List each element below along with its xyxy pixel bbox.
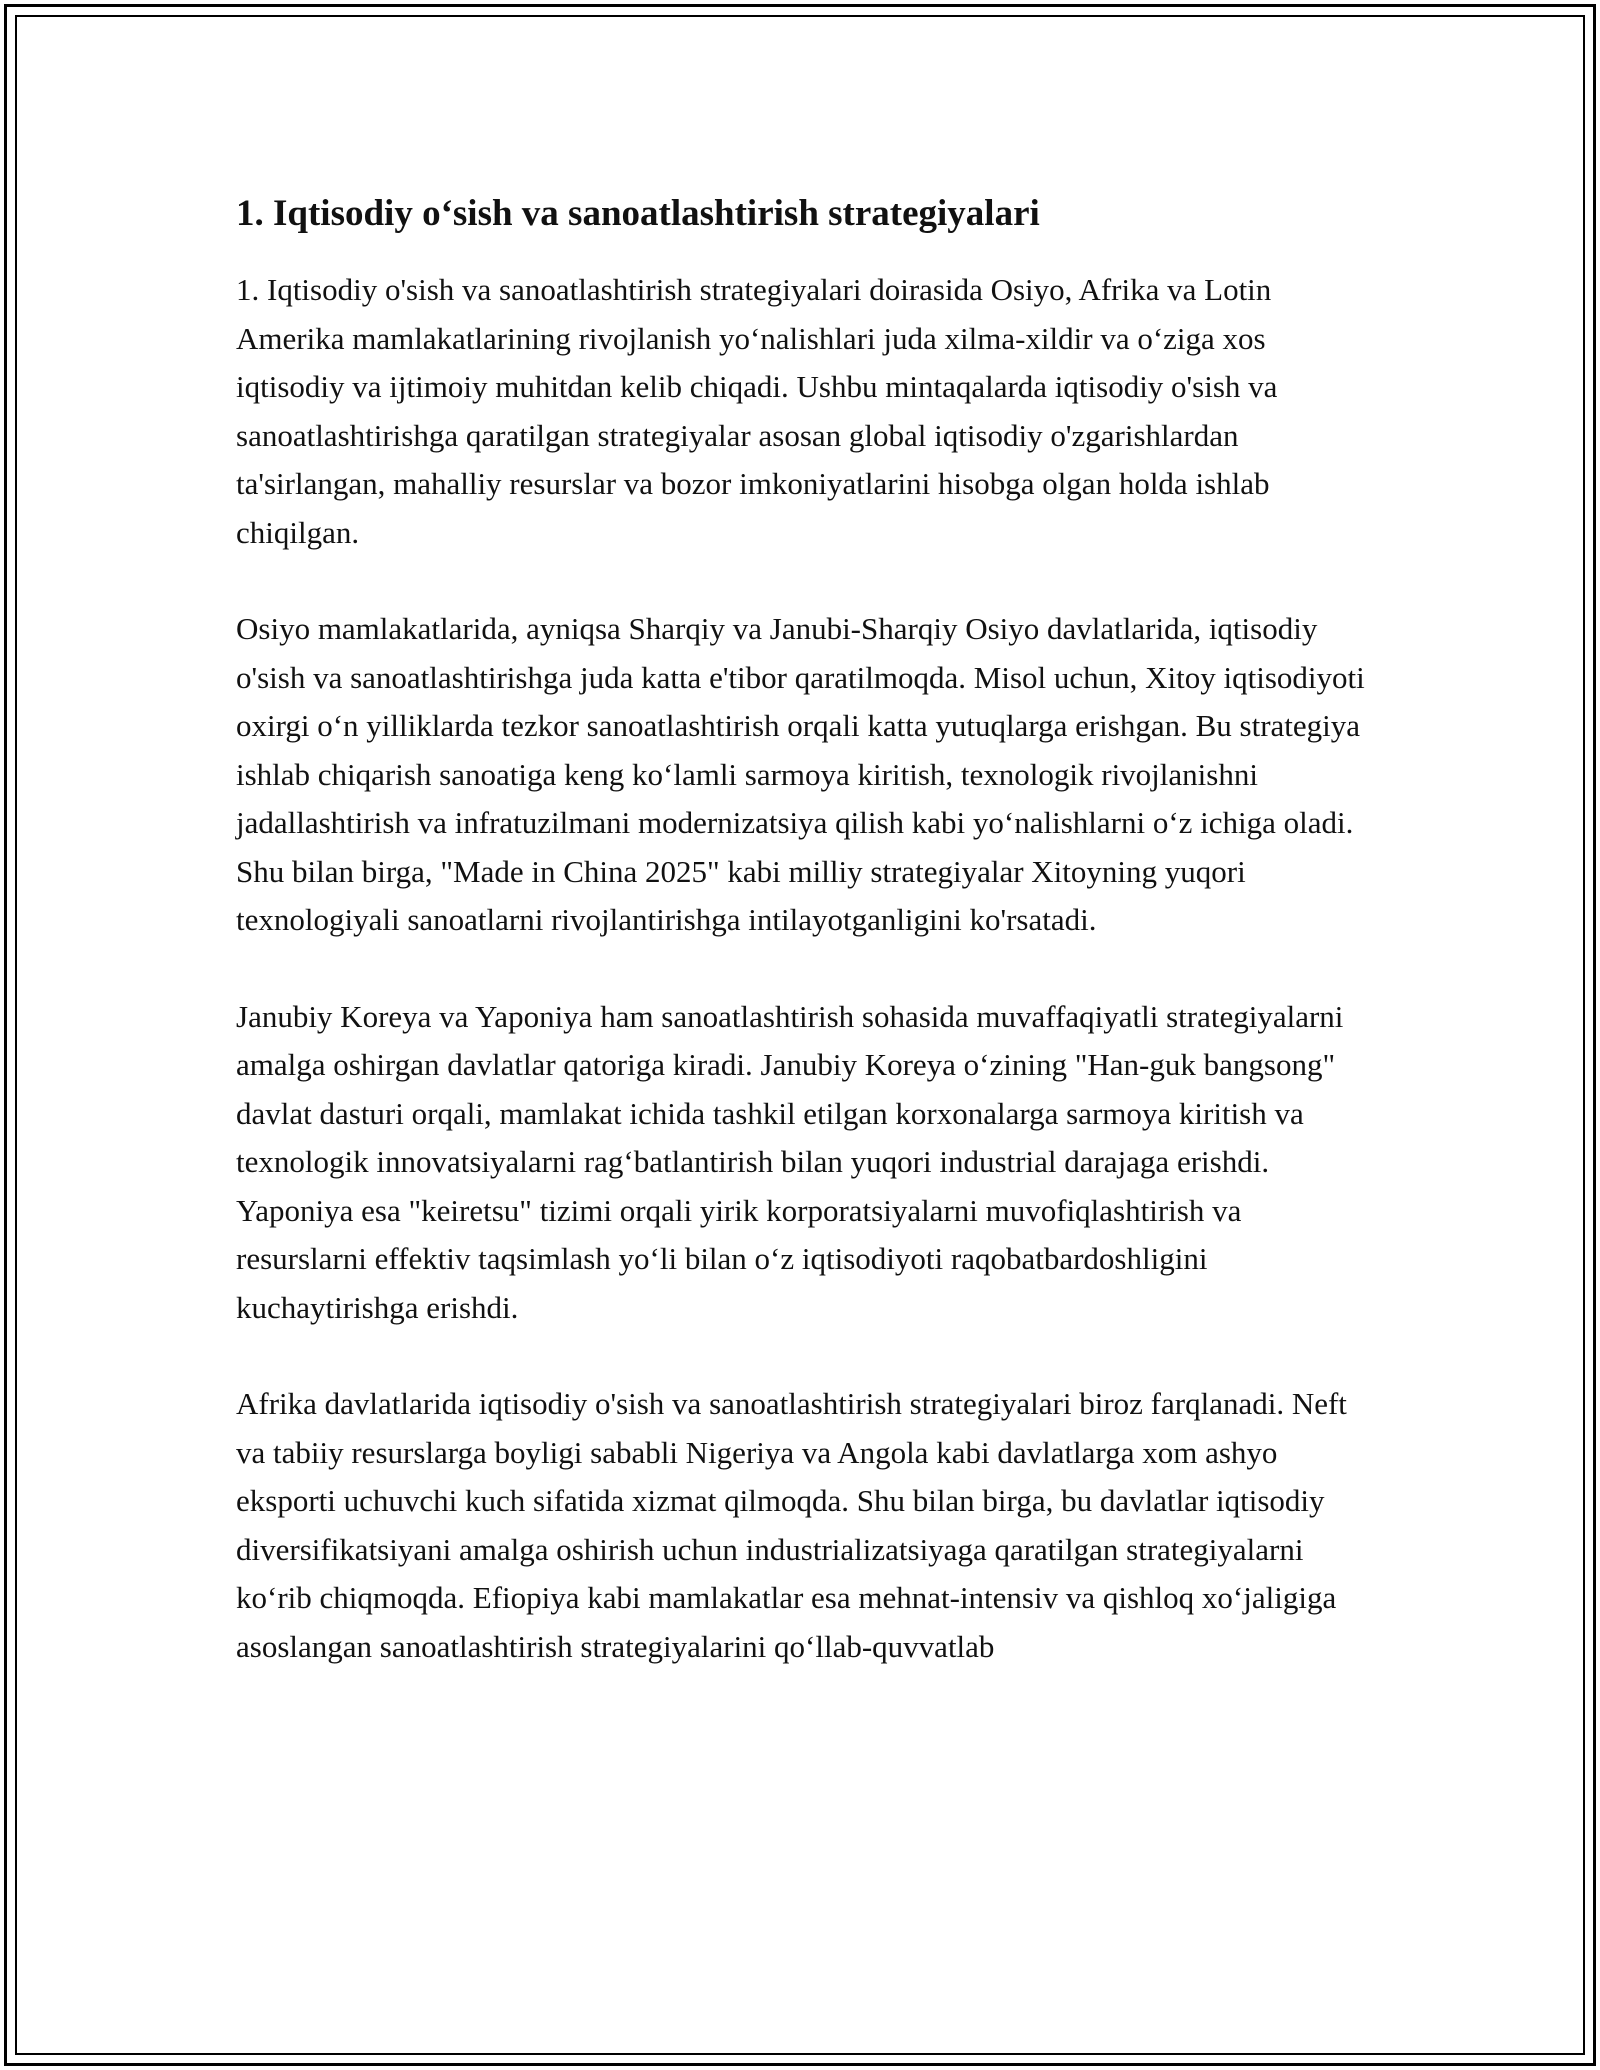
document-body xyxy=(236,188,1376,1671)
section-title: 1. Iqtisodiy o‘sish va sanoatlashtirish strategiyalari xyxy=(236,193,1040,234)
paragraph-korea-japan: Janubiy Koreya va Yaponiya ham sanoatlashtirish sohasida muvaffaqiyatli strategiyalarni amalga oshirgan davlatlar qatoriga kiradi. Janubiy Koreya o‘zining "Han-guk bangsong" davlat dasturi orqali, mamlakat ichida tashkil etilgan korxonalarga sarmoya kiritish va texnologik innovatsiyalarni rag‘batlantirish bilan yuqori industrial darajaga erishdi. Yaponiya esa "keiretsu" tizimi orqali yirik korporatsiyalarni muvofiqlashtirish va resurslarni effektiv taqsimlash yo‘li bilan o‘z iqtisodiyoti raqobatbardoshligini kuchaytirishga erishdi. xyxy=(236,998,1344,1325)
paragraph-asia: Osiyo mamlakatlarida, ayniqsa Sharqiy va Janubi-Sharqiy Osiyo davlatlarida, iqtisodiy o'sish va sanoatlashtirishga juda katta e'tibor qaratilmoqda. Misol uchun, Xitoy iqtisodiyoti oxirgi o‘n yilliklarda tezkor sanoatlashtirish orqali katta yutuqlarga erishgan. Bu strategiya ishlab chiqarish sanoatiga keng ko‘lamli sarmoya kiritish, texnologik rivojlanishni jadallashtirish va infratuzilmani modernizatsiya qilish kabi yo‘nalishlarni o‘z ichiga oladi. Shu bilan birga, "Made in China 2025" kabi milliy strategiyalar Xitoyning yuqori texnologiyali sanoatlarni rivojlantirishga intilayotganligini ko'rsatadi. xyxy=(236,611,1365,937)
paragraph-africa: Afrika davlatlarida iqtisodiy o'sish va sanoatlashtirish strategiyalari biroz farqlanadi. Neft va tabiiy resurslarga boyligi sababli Nigeriya va Angola kabi davlatlarga xom ashyo eksporti uchuvchi kuch sifatida xizmat qilmoqda. Shu bilan birga, bu davlatlar iqtisodiy diversifikatsiyani amalga oshirish uchun industrializatsiyaga qaratilgan strategiyalarni ko‘rib chiqmoqda. Efiopiya kabi mamlakatlar esa mehnat-intensiv va qishloq xo‘jaligiga asoslangan sanoatlashtirish strategiyalarini qo‘llab-quvvatlab xyxy=(236,1386,1347,1664)
paragraph-intro: 1. Iqtisodiy o'sish va sanoatlashtirish strategiyalari doirasida Osiyo, Afrika va Lotin Amerika mamlakatlarining rivojlanish yo‘nalishlari juda xilma-xildir va o‘ziga xos iqtisodiy va ijtimoiy muhitdan kelib chiqadi. Ushbu mintaqalarda iqtisodiy o'sish va sanoatlashtirishga qaratilgan strategiyalar asosan global iqtisodiy o'zgarishlardan ta'sirlangan, mahalliy resurslar va bozor imkoniyatlarini hisobga olgan holda ishlab chiqilgan. xyxy=(236,272,1278,550)
